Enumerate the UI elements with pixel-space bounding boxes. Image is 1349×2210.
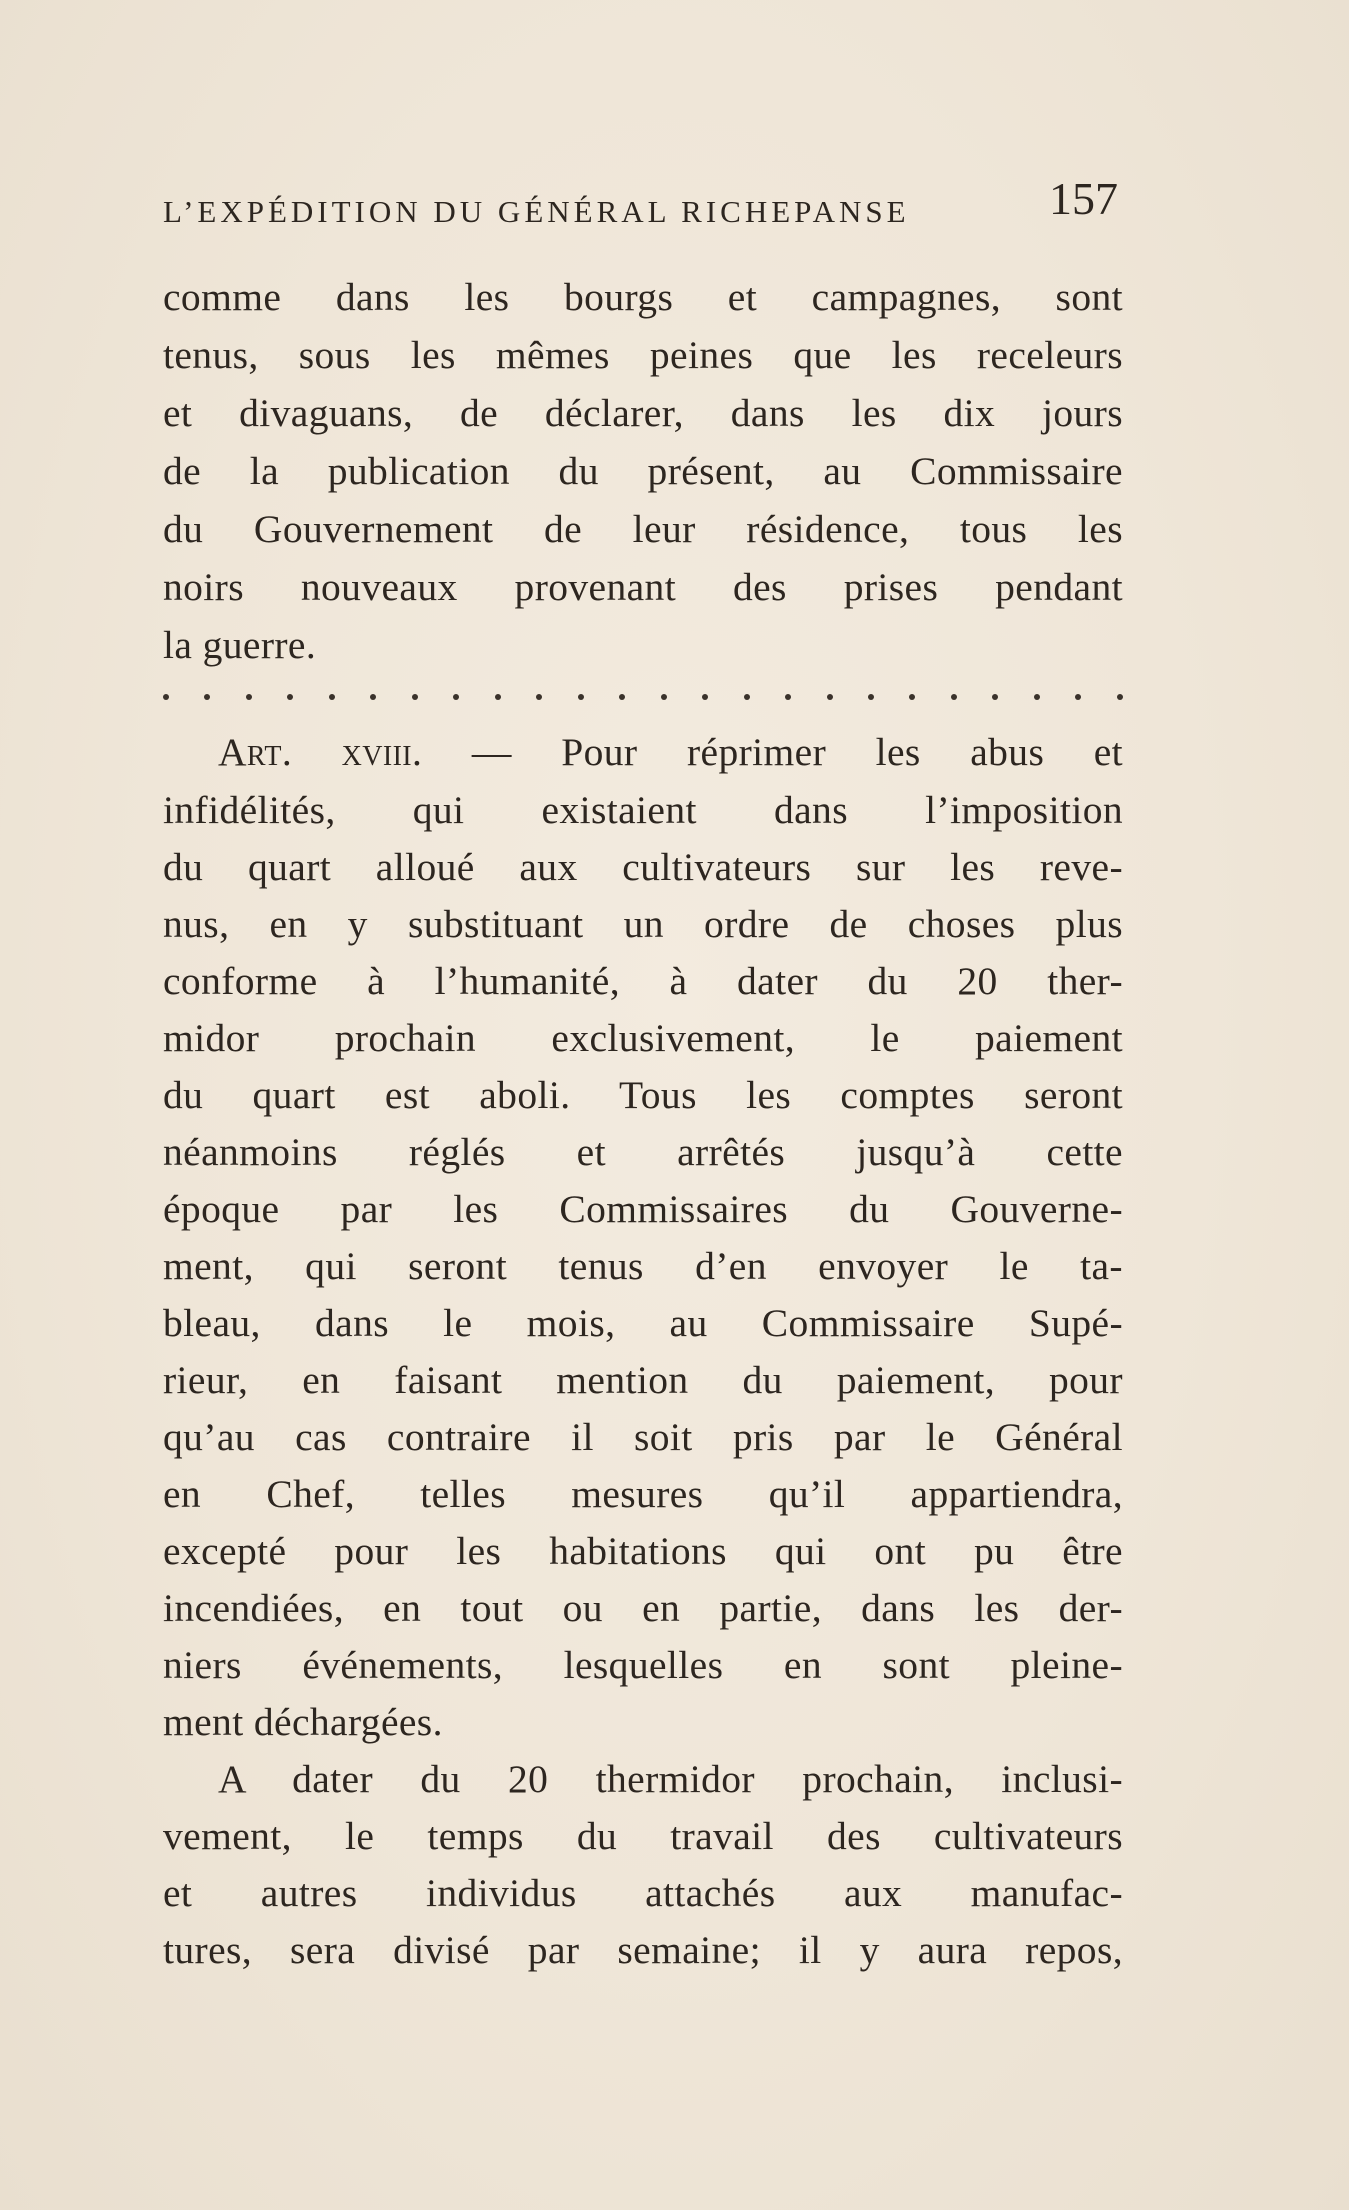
text-line: tures, sera divisé par semaine; il y aura repos, xyxy=(163,1928,1123,1972)
dot xyxy=(744,694,750,700)
article-first-line xyxy=(218,727,1123,777)
dot xyxy=(785,694,791,700)
dot xyxy=(661,694,667,700)
text-line: nus, en y substituant un ordre de choses plus xyxy=(163,902,1123,946)
text-line: incendiées, en tout ou en partie, dans les der- xyxy=(163,1586,1123,1630)
article-dash: — xyxy=(471,730,512,774)
text-line: rieur, en faisant mention du paiement, pour xyxy=(163,1358,1123,1402)
dot xyxy=(536,694,542,700)
page-header xyxy=(163,173,1118,236)
text-line: qu’au cas contraire il soit pris par le Général xyxy=(163,1415,1123,1459)
text-line: en Chef, telles mesures qu’il appartiendra, xyxy=(163,1472,1123,1516)
text-line: néanmoins réglés et arrêtés jusqu’à cette xyxy=(163,1130,1123,1174)
article-label: Art. xviii. xyxy=(218,730,423,774)
dot xyxy=(495,694,501,700)
dot xyxy=(619,694,625,700)
text-line: noirs nouveaux provenant des prises pendant xyxy=(163,565,1123,609)
page-number: 157 xyxy=(1049,173,1118,224)
text-line: A dater du 20 thermidor prochain, inclusi- xyxy=(218,1757,1123,1801)
text-line: vement, le temps du travail des cultivateurs xyxy=(163,1814,1123,1858)
dot xyxy=(868,694,874,700)
text-line: excepté pour les habitations qui ont pu être xyxy=(163,1529,1123,1573)
omission-dots xyxy=(163,682,1123,712)
text-line: conforme à l’humanité, à dater du 20 ther- xyxy=(163,959,1123,1003)
text-line: comme dans les bourgs et campagnes, sont xyxy=(163,275,1123,319)
dot xyxy=(204,694,210,700)
text-line: tenus, sous les mêmes peines que les receleurs xyxy=(163,333,1123,377)
text-line: et autres individus attachés aux manufac- xyxy=(163,1871,1123,1915)
text-line: du Gouvernement de leur résidence, tous les xyxy=(163,507,1123,551)
dot xyxy=(578,694,584,700)
text-line: infidélités, qui existaient dans l’imposition xyxy=(163,788,1123,832)
dot xyxy=(702,694,708,700)
text-line: midor prochain exclusivement, le paiement xyxy=(163,1016,1123,1060)
dot xyxy=(992,694,998,700)
text-line: de la publication du présent, au Commissaire xyxy=(163,449,1123,493)
text-line: époque par les Commissaires du Gouverne- xyxy=(163,1187,1123,1231)
text-line: ment déchargées. xyxy=(163,1700,443,1744)
dot xyxy=(287,694,293,700)
dot xyxy=(163,694,169,700)
text-line: ment, qui seront tenus d’en envoyer le ta- xyxy=(163,1244,1123,1288)
dot xyxy=(329,694,335,700)
dot xyxy=(412,694,418,700)
text-line: du quart alloué aux cultivateurs sur les reve- xyxy=(163,845,1123,889)
text-line: la guerre. xyxy=(163,623,317,667)
dot xyxy=(453,694,459,700)
dot xyxy=(1034,694,1040,700)
dot xyxy=(246,694,252,700)
running-head: L’EXPÉDITION DU GÉNÉRAL RICHEPANSE xyxy=(163,194,910,229)
dot xyxy=(909,694,915,700)
dot xyxy=(1117,694,1123,700)
dot xyxy=(951,694,957,700)
dot xyxy=(1075,694,1081,700)
dot xyxy=(827,694,833,700)
text-line: bleau, dans le mois, au Commissaire Supé- xyxy=(163,1301,1123,1345)
article-first-line-text: Pour réprimer les abus et xyxy=(561,730,1124,774)
text-line: niers événements, lesquelles en sont pleine- xyxy=(163,1643,1123,1687)
text-line: du quart est aboli. Tous les comptes seront xyxy=(163,1073,1123,1117)
dot xyxy=(370,694,376,700)
text-line: et divaguans, de déclarer, dans les dix jours xyxy=(163,391,1123,435)
